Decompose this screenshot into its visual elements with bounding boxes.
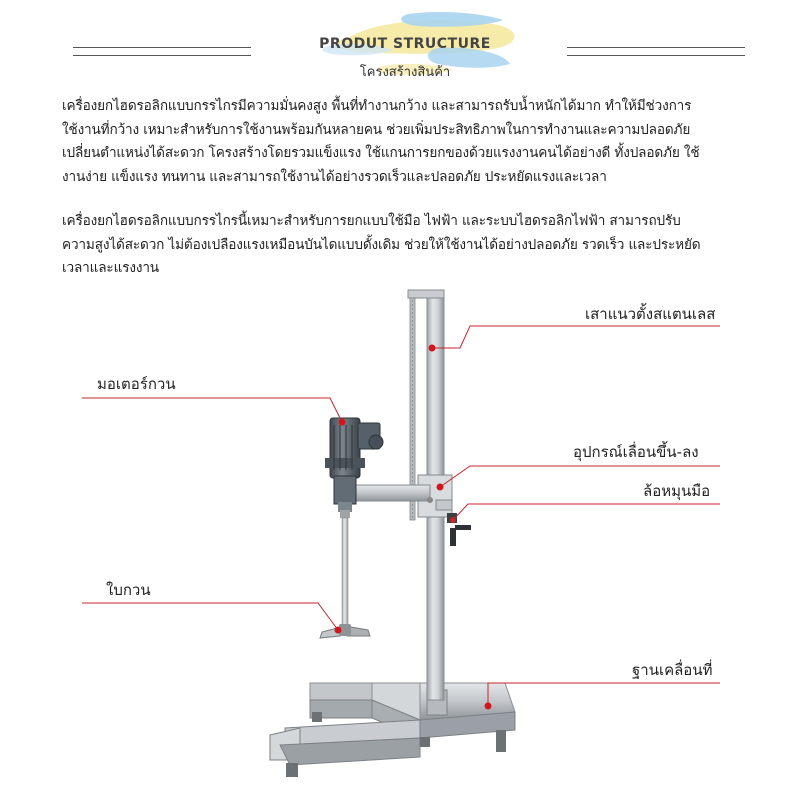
paragraph-line: เวลาและแรงงาน: [62, 260, 159, 276]
paragraph-line: เครื่องยกไฮดรอลิกแบบกรรไกรมีความมั่นคงสูง พื้นที่ทำงานกว้าง และสามารถรับน้ำหนักได้มาก ทำให้มีช่วงการ: [62, 98, 692, 114]
paragraph-line: ใช้งานที่กว้าง เหมาะสำหรับการใช้งานพร้อมกันหลายคน ช่วยเพิ่มประสิทธิภาพในการทำงานและความปลอดภัย: [62, 121, 691, 138]
paragraph-line: ความสูงได้สะดวก ไม่ต้องเปลืองแรงเหมือนบันไดแบบดั้งเดิม ช่วยให้ใช้งานได้อย่างปลอดภัย รวดเร็ว และประหยัด: [62, 236, 701, 253]
paragraph-line: เปลี่ยนตำแหน่งได้สะดวก โครงสร้างโดยรวมแข็งแรง ใช้แกนการยกของด้วยแรงงานคนได้อย่างดี ทั้งปลอดภัย ใช้: [62, 145, 700, 161]
label-handwheel: ล้อหมุนมือ: [643, 482, 711, 500]
section-title-en: PRODUT STRUCTURE: [319, 36, 491, 52]
label-agitator-motor: มอเตอร์กวน: [97, 375, 176, 393]
label-lift-device: อุปกรณ์เลื่อนขึ้น-ลง: [573, 443, 699, 461]
callout-lines: [82, 326, 720, 710]
label-vertical-column: เสาแนวตั้งสแตนเลส: [585, 305, 716, 323]
label-impeller: ใบกวน: [106, 581, 151, 599]
mobile-base: [270, 683, 515, 777]
shaft-and-impeller: [320, 510, 370, 638]
paragraph-line: เครื่องยกไฮดรอลิกแบบกรรไกรนี้เหมาะสำหรับการยกแบบใช้มือ ไฟฟ้า และระบบไฮดรอลิกไฟฟ้า สามารถปรับ: [62, 213, 681, 229]
label-mobile-base: ฐานเคลื่อนที่: [632, 661, 713, 679]
lift-carriage: [340, 475, 452, 517]
handwheel: [447, 513, 471, 546]
section-title-th: โครงสร้างสินค้า: [359, 65, 451, 80]
paragraph-line: งานง่าย แข็งแรง ทนทาน และสามารถใช้งานได้อย่างรวดเร็วและปลอดภัย ประหยัดแรงและเวลา: [62, 168, 607, 185]
